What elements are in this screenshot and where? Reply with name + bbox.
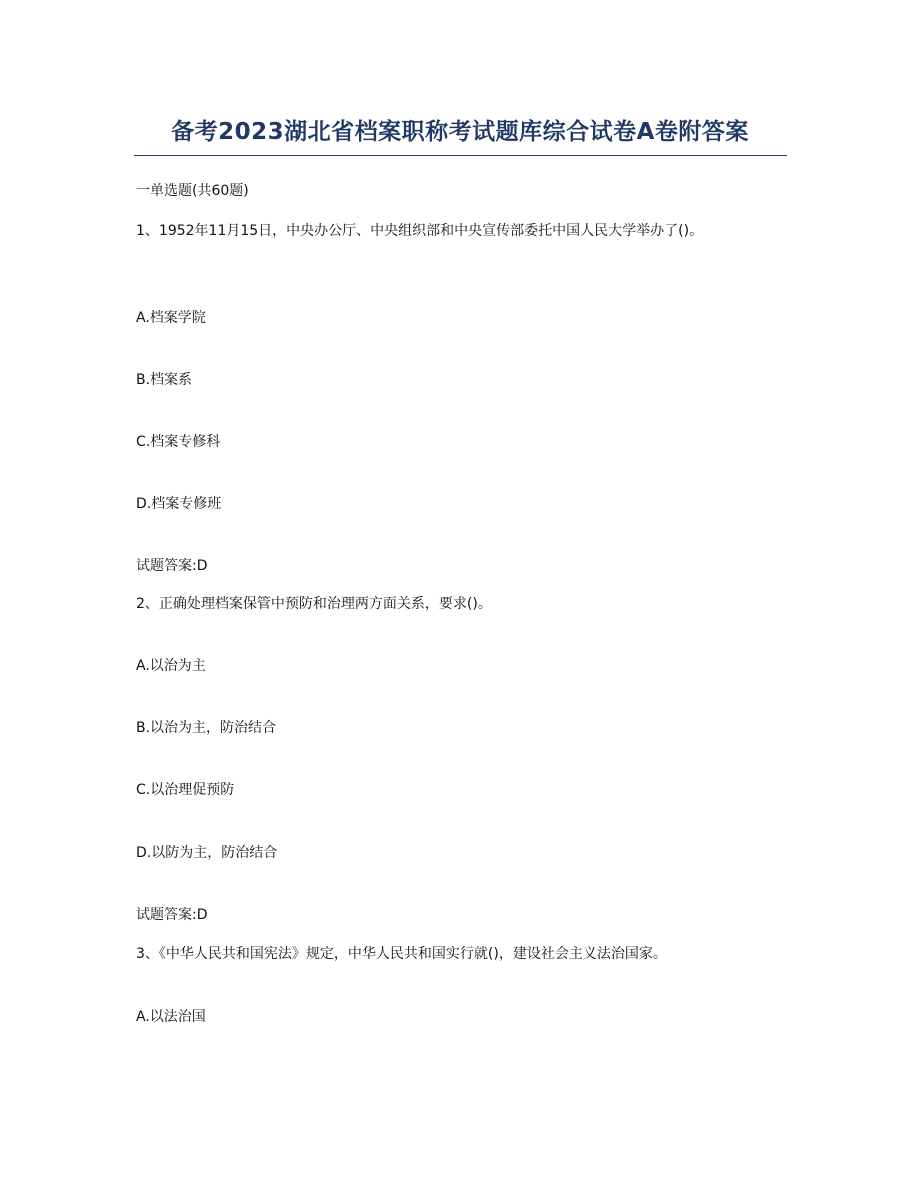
- question-1-answer: 试题答案:D: [136, 558, 208, 574]
- document-title: 备考2023湖北省档案职称考试题库综合试卷A卷附答案: [171, 119, 749, 145]
- section-heading: 一单选题(共60题): [136, 183, 249, 199]
- question-2-option-c: C.以治理促预防: [136, 782, 235, 798]
- question-2-answer: 试题答案:D: [136, 907, 208, 923]
- question-1-option-c: C.档案专修科: [136, 434, 221, 450]
- question-2-option-a: A.以治为主: [136, 658, 206, 674]
- question-2-option-d: D.以防为主，防治结合: [136, 845, 278, 861]
- question-3-option-a: A.以法治国: [136, 1009, 206, 1025]
- question-1-option-a: A.档案学院: [136, 310, 206, 326]
- question-1-option-b: B.档案系: [136, 372, 193, 388]
- question-2-option-b: B.以治为主，防治结合: [136, 720, 277, 736]
- question-3-text: 3、《中华人民共和国宪法》规定，中华人民共和国实行就()，建设社会主义法治国家。: [136, 946, 667, 962]
- title-underline: [134, 155, 787, 156]
- question-2-text: 2、正确处理档案保管中预防和治理两方面关系，要求()。: [136, 596, 492, 612]
- question-1-option-d: D.档案专修班: [136, 496, 222, 512]
- question-1-text: 1、1952年11月15日，中央办公厅、中央组织部和中央宣传部委托中国人民大学举办了()。: [136, 223, 704, 239]
